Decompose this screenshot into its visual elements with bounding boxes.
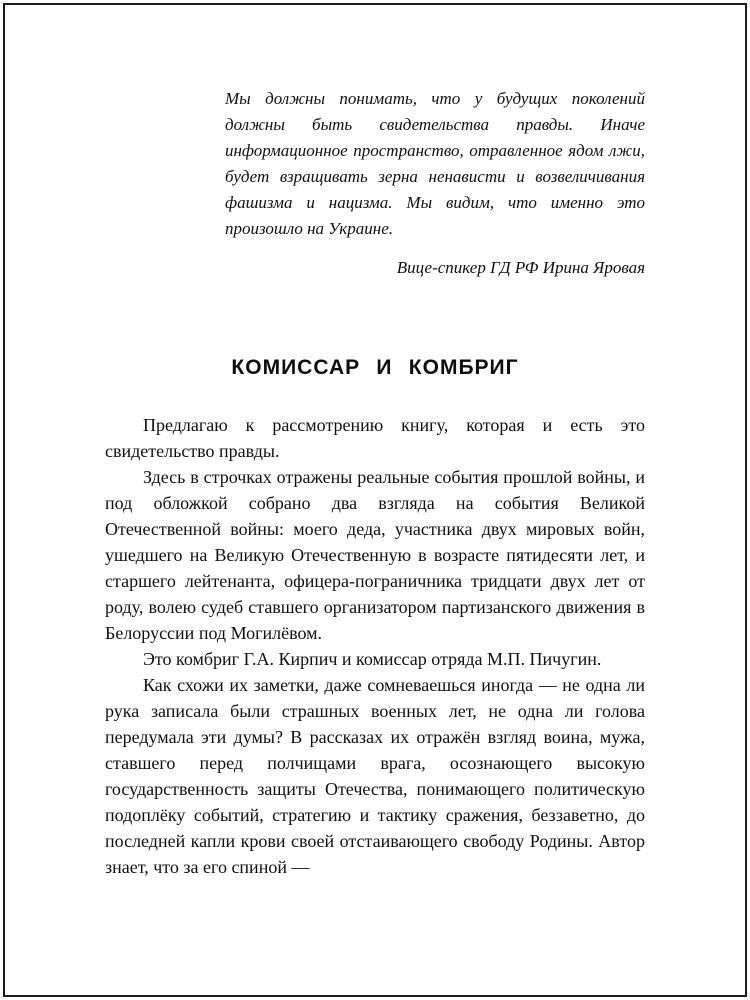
paragraph-3: Это комбриг Г.А. Кирпич и комиссар отряда М.П. Пичугин. xyxy=(143,649,602,669)
chapter-title: КОМИССАР И КОМБРИГ xyxy=(231,356,519,379)
epigraph-text: Мы должны понимать, что у будущих поколений должны быть свидетельства правды. Иначе информационное пространство, отравленное ядом лжи, будет взращивать зерна ненависти и возвеличивания фашизма и нацизма. Мы видим, что именно это произошло на Украине. xyxy=(225,89,645,238)
paragraph-2: Здесь в строчках отражены реальные события прошлой войны, и под обложкой собрано два взгляда на события Великой Отечественной войны: моего деда, участника двух мировых войн, ушедшего на Великую Отечественную в возрасте пятидесяти лет, и старшего лейтенанта, офицера-пограничника тридцати двух лет от роду, волею судеб ставшего организатором партизанского движения в Белоруссии под Могилёвом. xyxy=(105,467,645,643)
book-page-content xyxy=(105,86,645,880)
epigraph xyxy=(225,86,645,242)
epigraph-attribution: Вице-спикер ГД РФ Ирина Яровая xyxy=(396,258,645,277)
paragraph-1: Предлагаю к рассмотрению книгу, которая и есть это свидетельство правды. xyxy=(105,415,645,461)
paragraph-4: Как схожи их заметки, даже сомневаешься иногда — не одна ли рука записала были страшных военных лет, не одна ли голова передумала эти думы? В рассказах их отражён взгляд воина, мужа, ставшего перед полчищами врага, осознающего высокую государственность защиты Отечества, понимающего политическую подоплёку событий, стратегию и тактику сражения, беззаветно, до последней капли крови своей отстаивающего свободу Родины. Автор знает, что за его спиной — xyxy=(105,675,645,877)
body-text xyxy=(105,412,645,880)
